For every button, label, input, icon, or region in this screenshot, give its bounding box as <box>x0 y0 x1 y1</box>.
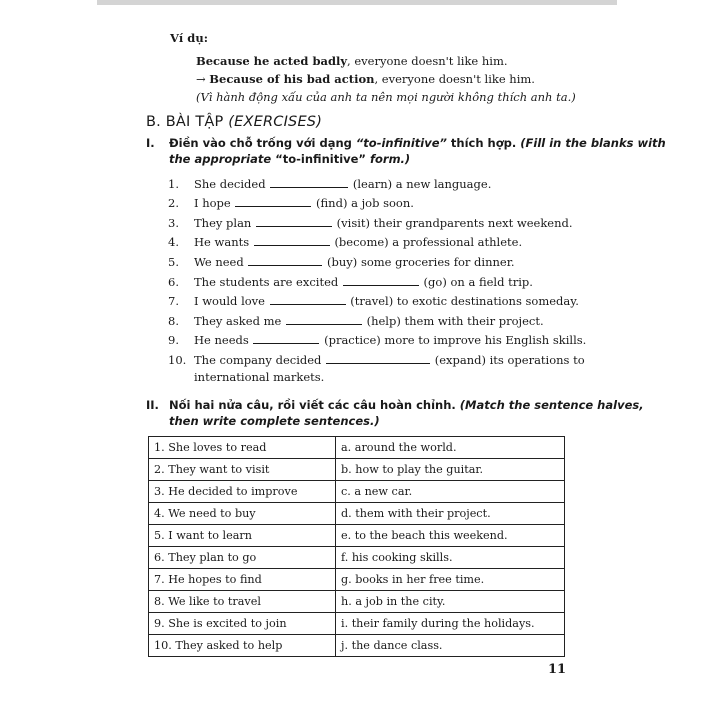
item-before: I hope <box>194 196 231 210</box>
sentence-second-half: j. the dance class. <box>336 635 565 657</box>
item-before: He wants <box>194 235 250 249</box>
answer-blank[interactable] <box>235 196 311 207</box>
page-number: 11 <box>548 662 567 677</box>
sentence-first-half: 6. They plan to go <box>149 547 336 569</box>
item-before: She decided <box>194 177 266 191</box>
part2-instr-b: (Match the sentence halves, <box>459 398 644 412</box>
part1-instruction <box>146 135 666 151</box>
item-number: 2. <box>168 196 179 210</box>
example-sentence-1 <box>196 54 508 68</box>
item-after: (learn) a new language. <box>352 177 492 191</box>
sentence-first-half: 7. He hopes to find <box>149 569 336 591</box>
example-sentence-1-bold: Because he acted badly <box>196 54 348 68</box>
item-number: 9. <box>168 333 179 347</box>
part2-numeral: II. <box>146 398 159 412</box>
item-after: (travel) to exotic destinations someday. <box>350 294 579 308</box>
section-b-suffix: (EXERCISES) <box>228 114 323 130</box>
part1-instr-line2-a: the appropriate <box>169 152 272 166</box>
item-before: They asked me <box>194 314 282 328</box>
table-row <box>149 591 565 613</box>
item-number: 3. <box>168 216 179 230</box>
part1-numeral: I. <box>146 136 155 150</box>
exercise-item <box>168 275 533 289</box>
answer-blank[interactable] <box>343 275 419 286</box>
exercise-item <box>168 255 515 269</box>
item-after: (become) a professional athlete. <box>334 235 523 249</box>
item-before: He needs <box>194 333 249 347</box>
item-number: 6. <box>168 275 179 289</box>
item-before: The students are excited <box>194 275 339 289</box>
table-row <box>149 459 565 481</box>
sentence-first-half: 1. She loves to read <box>149 437 336 459</box>
section-b-heading <box>146 114 322 130</box>
exercise-item <box>168 196 414 210</box>
item-after: (buy) some groceries for dinner. <box>327 255 515 269</box>
example-sentence-2-rest: , everyone doesn't like him. <box>374 72 535 86</box>
sentence-second-half: i. their family during the holidays. <box>336 613 565 635</box>
answer-blank[interactable] <box>256 216 332 227</box>
exercise-item <box>168 235 522 249</box>
sentence-second-half: a. around the world. <box>336 437 565 459</box>
part1-instr-d: (Fill in the blanks with <box>520 136 666 150</box>
table-row <box>149 525 565 547</box>
exercise-item <box>168 353 585 367</box>
example-translation: (Vì hành động xấu của anh ta nên mọi người không thích anh ta.) <box>196 90 576 104</box>
item-before: They plan <box>194 216 252 230</box>
item-before: We need <box>194 255 244 269</box>
item-after: (go) on a field trip. <box>423 275 533 289</box>
sentence-second-half: g. books in her free time. <box>336 569 565 591</box>
exercise-item <box>168 177 491 191</box>
table-row <box>149 635 565 657</box>
part1-instr-a: Điền vào chỗ trống với dạng <box>169 136 356 150</box>
item-after: (help) them with their project. <box>366 314 544 328</box>
sentence-second-half: e. to the beach this weekend. <box>336 525 565 547</box>
part2-instr-line2: then write complete sentences.) <box>169 414 380 428</box>
part1-instr-line2-b: “to-infinitive” <box>271 152 370 166</box>
exercise-item <box>168 216 573 230</box>
item-before: I would love <box>194 294 265 308</box>
exercise-item <box>168 333 586 347</box>
part1-instr-b: “to-infinitive” <box>355 136 447 150</box>
table-row <box>149 613 565 635</box>
exercise-item <box>168 314 544 328</box>
sentence-first-half: 8. We like to travel <box>149 591 336 613</box>
sentence-first-half: 3. He decided to improve <box>149 481 336 503</box>
item-before: The company decided <box>194 353 322 367</box>
sentence-first-half: 2. They want to visit <box>149 459 336 481</box>
item-number: 10. <box>168 353 187 367</box>
matching-table <box>148 436 565 657</box>
table-row <box>149 481 565 503</box>
part2-instruction <box>146 397 644 413</box>
table-row <box>149 547 565 569</box>
answer-blank[interactable] <box>270 294 346 305</box>
part2-instr-a: Nối hai nửa câu, rồi viết các câu hoàn chỉnh. <box>169 398 460 412</box>
part1-instruction-line2 <box>169 151 410 167</box>
answer-blank[interactable] <box>253 333 319 344</box>
item-number: 4. <box>168 235 179 249</box>
answer-blank[interactable] <box>286 314 362 325</box>
table-row <box>149 503 565 525</box>
arrow-icon: → <box>196 72 206 86</box>
sentence-second-half: b. how to play the guitar. <box>336 459 565 481</box>
answer-blank[interactable] <box>254 235 330 246</box>
table-row <box>149 569 565 591</box>
item-number: 5. <box>168 255 179 269</box>
sentence-first-half: 4. We need to buy <box>149 503 336 525</box>
item-after: (visit) their grandparents next weekend. <box>336 216 573 230</box>
answer-blank[interactable] <box>248 255 322 266</box>
example-sentence-2-bold: Because of his bad action <box>209 72 375 86</box>
exercise-item <box>168 294 579 308</box>
answer-blank[interactable] <box>326 353 430 364</box>
part1-instr-c: thích hợp. <box>446 136 521 150</box>
sentence-second-half: c. a new car. <box>336 481 565 503</box>
answer-blank[interactable] <box>270 177 348 188</box>
sentence-first-half: 10. They asked to help <box>149 635 336 657</box>
sentence-first-half: 5. I want to learn <box>149 525 336 547</box>
table-row <box>149 437 565 459</box>
exercise-item-continuation: international markets. <box>194 370 325 384</box>
sentence-second-half: f. his cooking skills. <box>336 547 565 569</box>
example-label: Ví dụ: <box>170 31 208 45</box>
item-number: 1. <box>168 177 179 191</box>
part2-instruction-line2 <box>169 413 380 429</box>
section-b-prefix: B. BÀI TẬP <box>146 114 229 130</box>
item-after: (practice) more to improve his English skills. <box>324 333 587 347</box>
part1-instr-line2-c: form.) <box>370 152 411 166</box>
item-after: (find) a job soon. <box>316 196 414 210</box>
example-sentence-2 <box>196 72 535 86</box>
example-sentence-1-rest: , everyone doesn't like him. <box>347 54 508 68</box>
sentence-first-half: 9. She is excited to join <box>149 613 336 635</box>
sentence-second-half: h. a job in the city. <box>336 591 565 613</box>
sentence-second-half: d. them with their project. <box>336 503 565 525</box>
item-after: (expand) its operations to <box>434 353 585 367</box>
item-number: 8. <box>168 314 179 328</box>
item-number: 7. <box>168 294 179 308</box>
